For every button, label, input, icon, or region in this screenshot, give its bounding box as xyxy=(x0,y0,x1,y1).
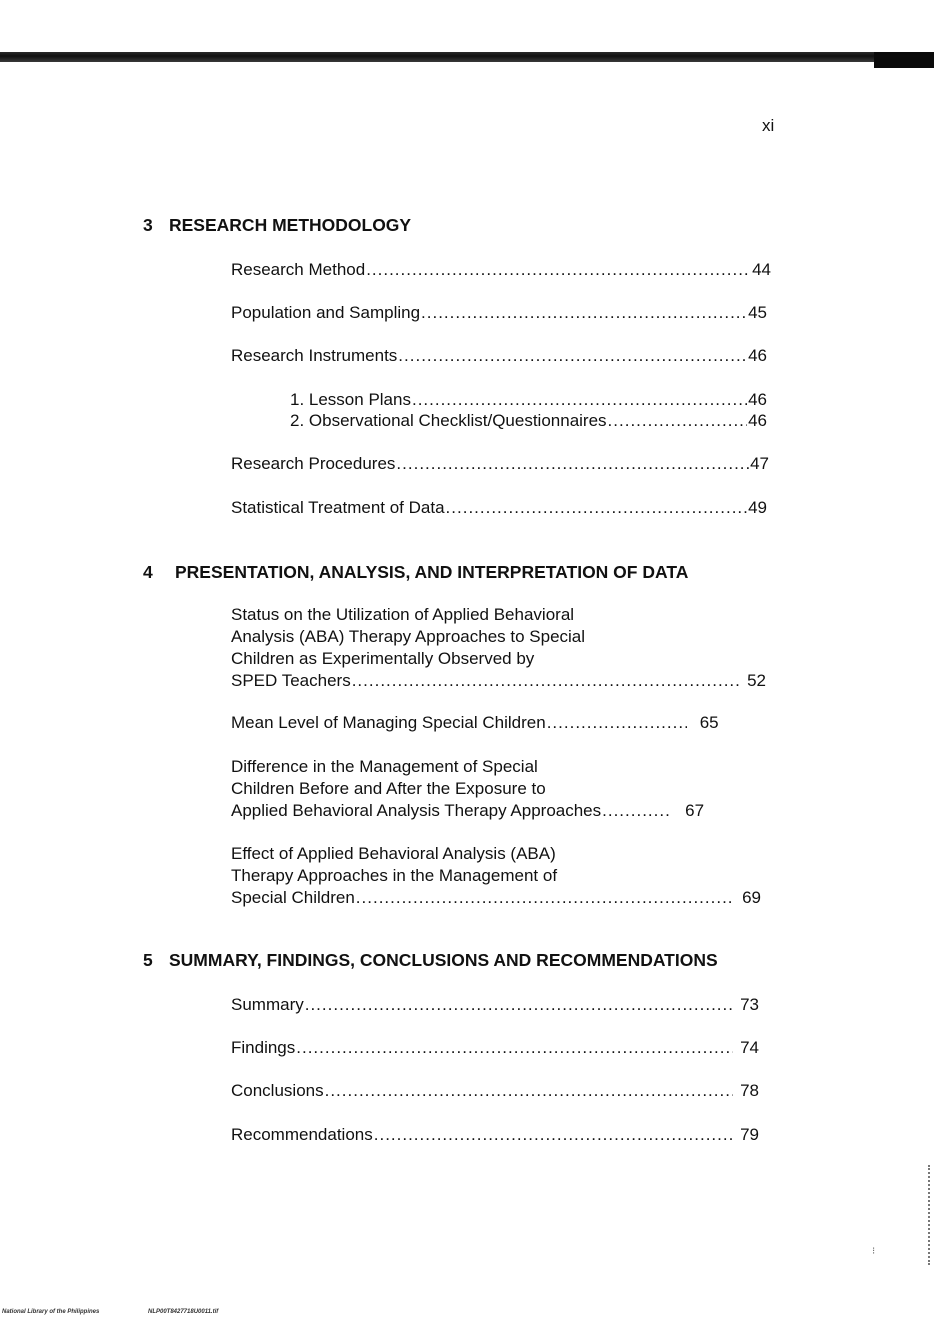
entry-page: 46 xyxy=(748,346,767,365)
leader-dots xyxy=(305,994,733,1016)
entry-page: 73 xyxy=(740,995,759,1014)
entry-page: 65 xyxy=(699,713,719,732)
entry-title: Summary xyxy=(231,995,304,1014)
scan-edge-corner xyxy=(874,52,934,68)
leader-dots xyxy=(396,453,749,475)
chapter-5-heading xyxy=(143,950,718,971)
entry-line: Children Before and After the Exposure to xyxy=(231,779,546,798)
toc-entry xyxy=(231,843,761,909)
entry-title: Mean Level of Managing Special Children xyxy=(231,713,546,732)
footer-code: NLP00T8427718U0011.tif xyxy=(148,1309,219,1315)
entry-page: 79 xyxy=(740,1125,759,1144)
leader-dots xyxy=(421,302,747,324)
toc-sub-entry xyxy=(290,410,767,432)
entry-title: Research Instruments xyxy=(231,346,398,365)
entry-title: Research Method xyxy=(231,260,366,279)
leader-dots xyxy=(547,712,687,734)
entry-title: 1. Lesson Plans xyxy=(290,390,411,409)
entry-title: Conclusions xyxy=(231,1081,324,1100)
leader-dots xyxy=(356,887,735,909)
entry-page: 46 xyxy=(748,411,767,430)
leader-dots xyxy=(608,410,748,432)
leader-dots xyxy=(296,1037,733,1059)
entry-title: Population and Sampling xyxy=(231,303,421,322)
chapter-number: 4 xyxy=(143,562,153,582)
toc-entry xyxy=(231,302,767,324)
entry-page: 67 xyxy=(685,801,705,820)
leader-dots xyxy=(366,259,751,281)
entry-line: Difference in the Management of Special xyxy=(231,757,538,776)
entry-page: 74 xyxy=(740,1038,759,1057)
chapter-title: PRESENTATION, ANALYSIS, AND INTERPRETATION OF DATA xyxy=(175,562,689,582)
entry-title: Applied Behavioral Analysis Therapy Approaches xyxy=(231,801,602,820)
leader-dots xyxy=(325,1080,733,1102)
leader-dots xyxy=(374,1124,733,1146)
entry-page: 49 xyxy=(748,498,767,517)
chapter-number: 3 xyxy=(143,215,153,235)
toc-entry xyxy=(231,1080,759,1102)
entry-title: Recommendations xyxy=(231,1125,373,1144)
toc-entry xyxy=(231,1037,759,1059)
page-number: xi xyxy=(762,116,775,135)
entry-page: 46 xyxy=(748,390,767,409)
entry-page: 69 xyxy=(742,888,761,907)
footer-library: National Library of the Philippines xyxy=(2,1309,100,1315)
chapter-4-heading xyxy=(143,562,688,583)
toc-entry xyxy=(231,259,771,281)
entry-line: Analysis (ABA) Therapy Approaches to Special xyxy=(231,627,586,646)
entry-page: 52 xyxy=(747,671,766,690)
toc-entry xyxy=(231,604,766,692)
toc-entry xyxy=(231,1124,759,1146)
entry-title: Statistical Treatment of Data xyxy=(231,498,445,517)
toc-entry xyxy=(231,345,767,367)
chapter-3-heading xyxy=(143,215,411,236)
entry-title: Research Procedures xyxy=(231,454,396,473)
chapter-number: 5 xyxy=(143,950,153,970)
entry-title: Findings xyxy=(231,1038,296,1057)
entry-line: Effect of Applied Behavioral Analysis (ABA) xyxy=(231,844,556,863)
scan-artifact-mark: ⁝ xyxy=(872,1246,876,1257)
leader-dots xyxy=(602,800,670,822)
toc-sub-entry xyxy=(290,389,767,411)
toc-entry xyxy=(231,497,767,519)
toc-entry xyxy=(231,994,759,1016)
chapter-title: SUMMARY, FINDINGS, CONCLUSIONS AND RECOMMENDATIONS xyxy=(169,950,718,970)
entry-line: Status on the Utilization of Applied Behavioral xyxy=(231,605,575,624)
entry-line: Children as Experimentally Observed by xyxy=(231,649,535,668)
entry-line: Therapy Approaches in the Management of xyxy=(231,866,558,885)
entry-page: 44 xyxy=(752,260,771,279)
entry-page: 45 xyxy=(748,303,767,322)
toc-entry xyxy=(231,756,761,822)
entry-title: SPED Teachers xyxy=(231,671,351,690)
scan-edge-bar xyxy=(0,52,934,62)
chapter-title: RESEARCH METHODOLOGY xyxy=(169,215,412,235)
leader-dots xyxy=(446,497,748,519)
scan-edge-dots xyxy=(928,1165,932,1265)
leader-dots xyxy=(352,670,740,692)
entry-page: 47 xyxy=(750,454,769,473)
toc-entry xyxy=(231,712,764,734)
entry-title: Special Children xyxy=(231,888,355,907)
leader-dots xyxy=(398,345,747,367)
entry-title: 2. Observational Checklist/Questionnaires xyxy=(290,411,607,430)
entry-page: 78 xyxy=(740,1081,759,1100)
leader-dots xyxy=(412,389,747,411)
toc-entry xyxy=(231,453,769,475)
